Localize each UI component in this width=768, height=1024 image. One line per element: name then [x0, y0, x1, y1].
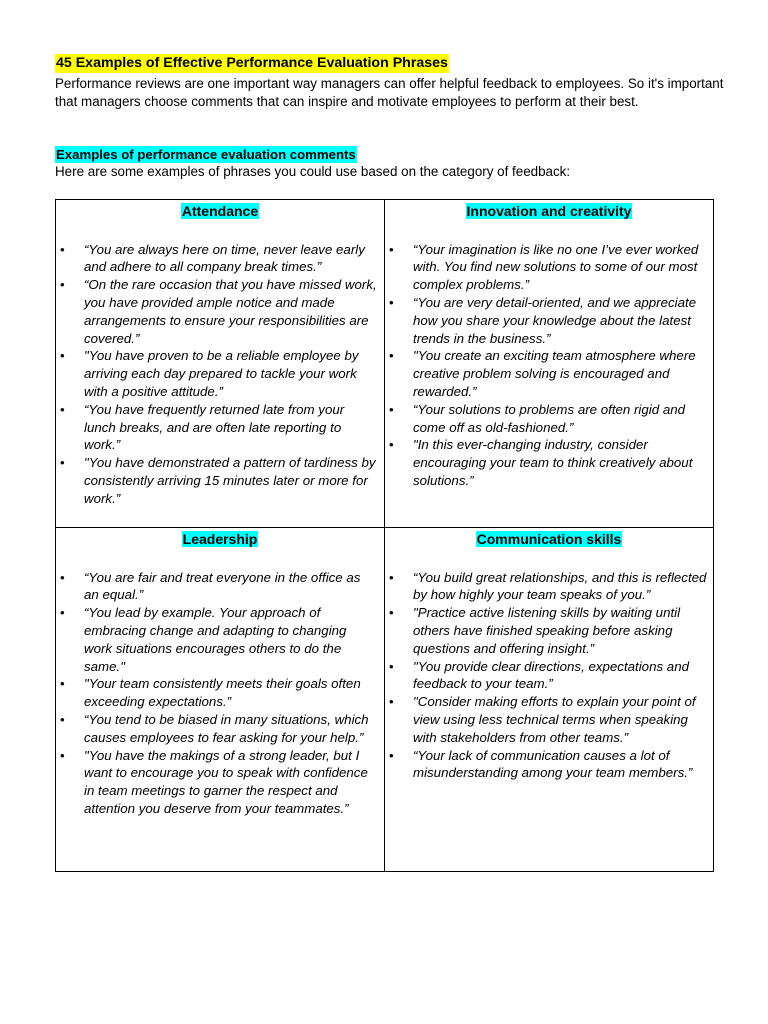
table-row	[56, 528, 714, 872]
category-heading: Innovation and creativity	[466, 203, 632, 219]
bullet-icon: •	[389, 241, 394, 257]
bullet-icon: •	[389, 694, 394, 710]
intro-paragraph: Performance reviews are one important way managers can offer helpful feedback to employees. So it's important that managers choose comments that can inspire and motivate employees to perform at their best.	[55, 76, 724, 109]
phrase-text: “You are very detail-oriented, and we appreciate how you share your knowledge about the latest trends in the business.”	[413, 294, 697, 346]
bullet-icon: •	[60, 455, 65, 471]
bullet-icon: •	[60, 277, 65, 293]
category-heading: Attendance	[181, 203, 259, 219]
list-item	[56, 401, 384, 454]
phrase-text: “You build great relationships, and this is reflected by how highly your team speaks of you.”	[413, 569, 707, 603]
category-heading: Leadership	[182, 531, 258, 547]
bullet-icon: •	[60, 348, 65, 364]
bullet-icon: •	[389, 437, 394, 453]
phrase-text: “You are fair and treat everyone in the office as an equal.”	[84, 569, 361, 603]
bullet-icon: •	[60, 401, 65, 417]
list-item	[385, 747, 713, 783]
bullet-icon: •	[60, 676, 65, 692]
phrase-text: "Your team consistently meets their goals often exceeding expectations.”	[84, 676, 361, 710]
list-item	[56, 241, 384, 277]
phrase-text: “You have frequently returned late from your lunch breaks, and are often late reporting to work.”	[84, 401, 345, 453]
phrase-text: “You lead by example. Your approach of embracing change and adapting to changing work situations encourages others to do the same."	[84, 605, 347, 674]
bullet-icon: •	[389, 348, 394, 364]
list-item	[56, 711, 384, 747]
bullet-icon: •	[60, 711, 65, 727]
bullet-icon: •	[389, 605, 394, 621]
phrase-text: "You have proven to be a reliable employee by arriving each day prepared to tackle your work with a positive attitude.”	[84, 348, 359, 399]
list-item	[385, 604, 713, 657]
list-item	[385, 347, 713, 400]
list-item	[385, 693, 713, 746]
phrase-text: "You create an exciting team atmosphere where creative problem solving is encouraged and rewarded.”	[413, 348, 696, 399]
phrase-text: "In this ever-changing industry, consider encouraging your team to think creatively about solutions.”	[413, 437, 693, 488]
phrase-text: "Consider making efforts to explain your point of view using less technical terms when speaking with stakeholders from other teams.”	[413, 694, 696, 745]
page-title: 45 Examples of Effective Performance Evaluation Phrases	[56, 55, 448, 71]
phrase-list	[385, 569, 713, 783]
category-heading: Communication skills	[476, 531, 622, 547]
phrases-table	[55, 199, 714, 872]
bullet-icon: •	[389, 294, 394, 310]
phrase-text: “Your imagination is like no one I’ve ever worked with. You find new solutions to some of our most complex problems.”	[413, 241, 699, 293]
list-item	[385, 294, 713, 347]
category-cell-attendance	[56, 200, 385, 528]
list-item	[385, 436, 713, 489]
phrase-list	[56, 241, 384, 508]
phrase-text: “You tend to be biased in many situations, which causes employees to fear asking for your help.”	[84, 711, 369, 745]
phrase-text: "You have demonstrated a pattern of tardiness by consistently arriving 15 minutes later or more for work.”	[84, 455, 376, 506]
bullet-icon: •	[389, 658, 394, 674]
bullet-icon: •	[60, 241, 65, 257]
phrase-list	[56, 569, 384, 818]
list-item	[385, 241, 713, 294]
bullet-icon: •	[60, 569, 65, 585]
phrase-text: "You have the makings of a strong leader, but I want to encourage you to speak with confidence in team meetings to garner the respect and attention you deserve from your teammates.”	[84, 747, 368, 816]
phrase-text: “You are always here on time, never leave early and adhere to all company break times.”	[84, 241, 365, 275]
list-item	[56, 276, 384, 347]
list-item	[385, 569, 713, 605]
phrase-list	[385, 241, 713, 490]
list-item	[56, 454, 384, 507]
phrase-text: “On the rare occasion that you have missed work, you have provided ample notice and made arrangements to ensure your responsibilities are covered.”	[84, 277, 377, 346]
list-item	[56, 604, 384, 675]
list-item	[56, 347, 384, 400]
bullet-icon: •	[389, 401, 394, 417]
bullet-icon: •	[60, 605, 65, 621]
phrase-text: "You provide clear directions, expectations and feedback to your team.”	[413, 658, 689, 692]
table-row	[56, 200, 714, 528]
category-cell-communication	[385, 528, 714, 872]
list-item	[56, 747, 384, 818]
category-cell-leadership	[56, 528, 385, 872]
list-item	[385, 401, 713, 437]
bullet-icon: •	[389, 747, 394, 763]
list-item	[56, 569, 384, 605]
phrase-text: “Your solutions to problems are often rigid and come off as old-fashioned.”	[413, 401, 686, 435]
list-item	[385, 658, 713, 694]
section-subtitle: Examples of performance evaluation comments	[56, 147, 356, 162]
category-cell-innovation	[385, 200, 714, 528]
lead-paragraph: Here are some examples of phrases you could use based on the category of feedback:	[55, 164, 571, 179]
phrase-text: “Your lack of communication causes a lot of misunderstanding among your team members.”	[413, 747, 693, 781]
bullet-icon: •	[60, 747, 65, 763]
list-item	[56, 675, 384, 711]
phrase-text: "Practice active listening skills by waiting until others have finished speaking before asking questions and offering insight.”	[413, 605, 681, 656]
bullet-icon: •	[389, 569, 394, 585]
